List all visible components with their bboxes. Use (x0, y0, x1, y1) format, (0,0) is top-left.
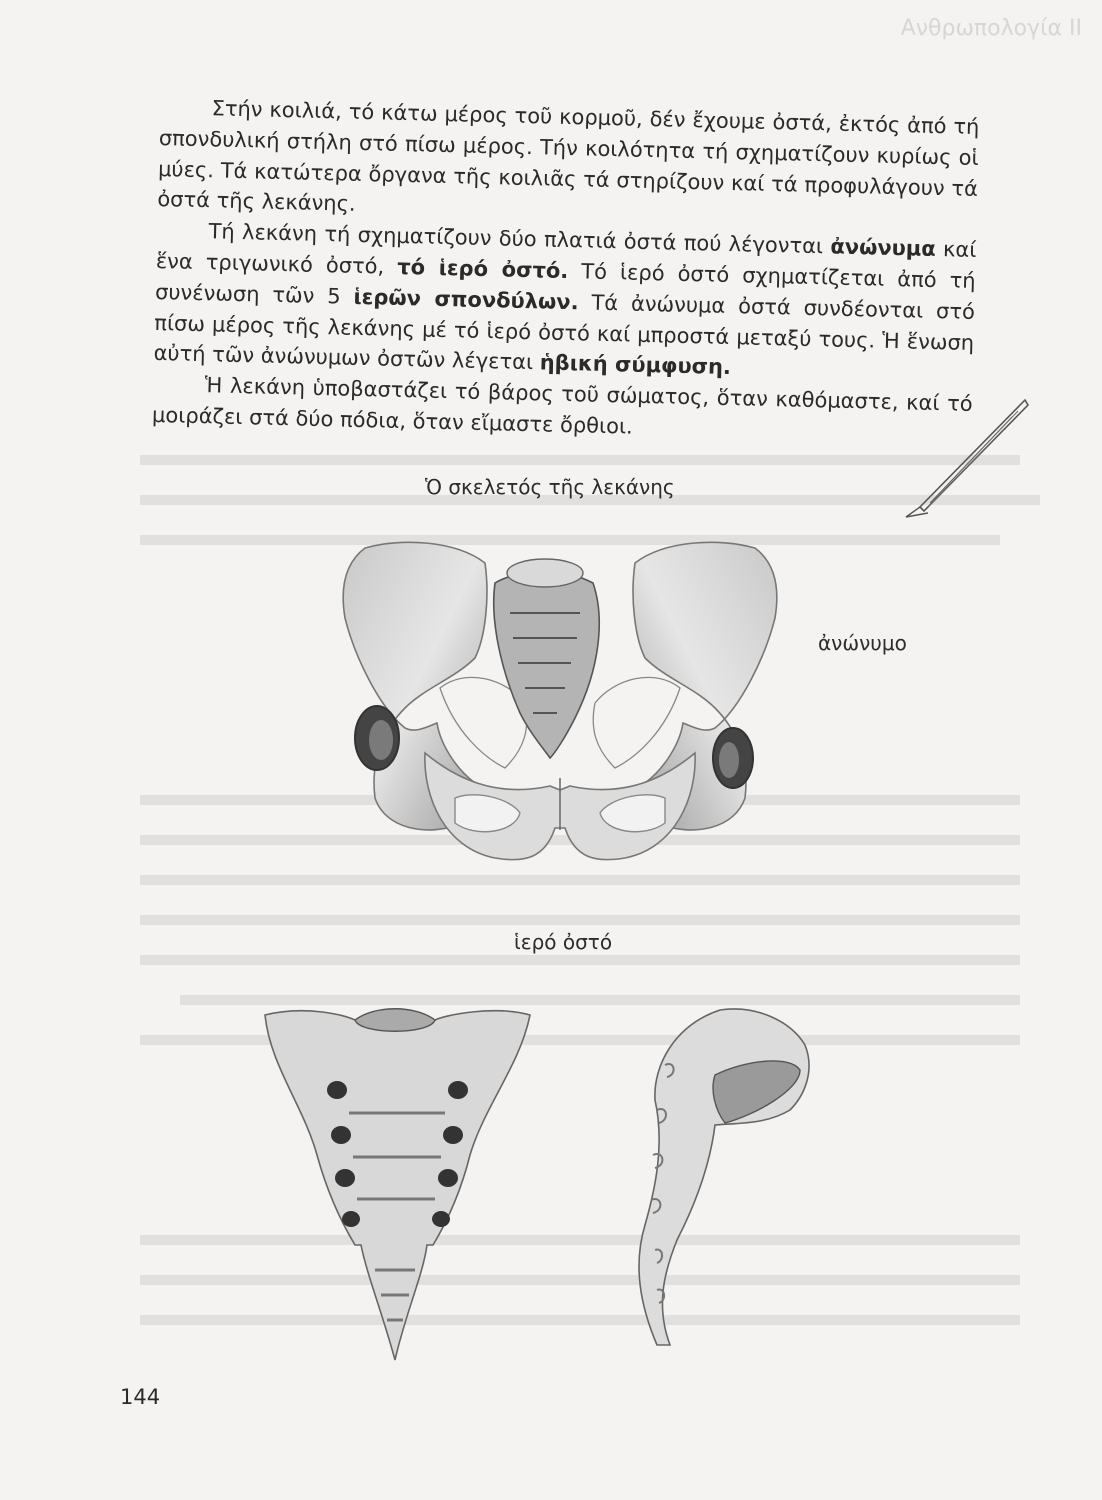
sacrum-figure-caption: ἱερό ὀστό (514, 930, 613, 954)
running-head: Ανθρωπολογία II (900, 16, 1082, 41)
paragraph-2-text-e: Τό ἱερό ὀστό σχηματίζεται ἀπό τή συνένωση τῶν 5 (154, 259, 976, 309)
sacrum-side-illustration (615, 1005, 825, 1350)
term-sacrum: τό ἱερό ὀστό. (396, 254, 569, 284)
paragraph-1: Στήν κοιλιά, τό κάτω μέρος τοῦ κορμοῦ, δέν ἔχουμε ὀστά, ἐκτός ἀπό τή σπονδυλική στήλη στό πίσω μέρος. Τήν κοιλότητα τή σχηματίζουν κυρίως οἱ μύες. Τά κατώτερα ὄργανα τῆς κοιλιᾶς τά στηρίζουν καί τά προφυλάγουν τά ὀστά τῆς λεκάνης. (157, 96, 980, 217)
paragraph-2 (153, 215, 977, 389)
paragraph-3: Ἡ λεκάνη ὑποβαστάζει τό βάρος τοῦ σώματος, ὅταν καθόμαστε, καί τό μοιράζει στά δύο πόδια, ὅταν εἴμαστε ὄρθιοι. (151, 373, 973, 439)
paragraph-2-text-a: Τή λεκάνη τή σχηματίζουν δύο πλατιά ὀστά πού λέγονται (208, 219, 831, 259)
term-anonymous-bone: ἀνώνυμα (830, 234, 937, 262)
page-number: 144 (120, 1385, 161, 1409)
innominate-bone-label: ἀνώνυμο (818, 631, 907, 655)
term-sacral-vertebrae: ἱερῶν σπονδύλων. (353, 284, 579, 315)
paragraph-2-text-g: Τά ἀνώνυμα ὀστά συνδέονται στό πίσω μέρος τῆς λεκάνης μέ τό ἱερό ὀστό καί μπροστά μεταξύ τους. Ἡ ἕνωση αὐτή τῶν ἀνώνυμων ὀστῶν λέγεται (153, 290, 976, 375)
body-text (152, 92, 980, 451)
sacrum-front-illustration (255, 995, 535, 1365)
paragraph-2-text-c: καί ἕνα τριγωνικό ὀστό, (155, 237, 977, 279)
pen-annotation-mark (900, 395, 1040, 525)
pelvis-figure-caption: Ὁ σκελετός τῆς λεκάνης (425, 475, 675, 499)
term-pubic-symphysis: ἡβική σύμφυση. (539, 350, 732, 380)
pelvis-illustration (325, 528, 795, 868)
